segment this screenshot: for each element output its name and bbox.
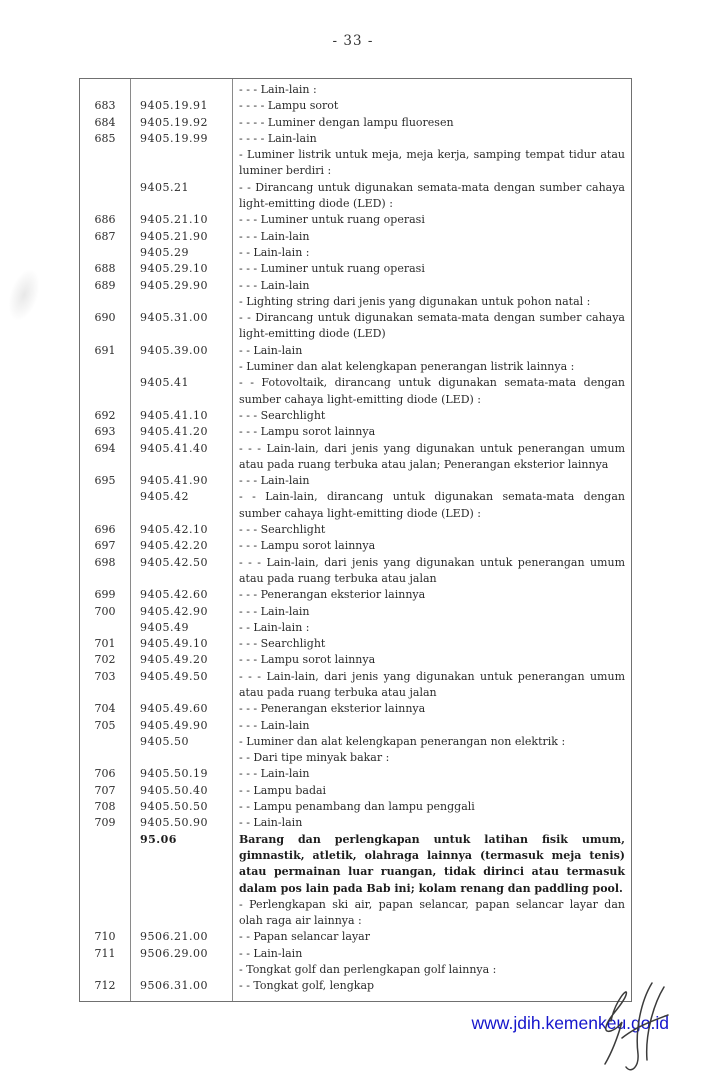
table-row	[80, 636, 631, 652]
row-description: - - - Searchlight	[239, 523, 326, 537]
row-hs-code	[130, 359, 232, 375]
row-number: 706	[94, 767, 116, 781]
row-description: - - Lain-lain	[239, 343, 303, 357]
row-number	[80, 620, 130, 636]
row-number	[80, 82, 130, 98]
row-number: 693	[94, 425, 116, 439]
row-number	[80, 962, 130, 978]
column-divider-1	[130, 79, 131, 1001]
row-hs-code: 9506.31.00	[140, 979, 208, 993]
row-description: - - - Lain-lain, dari jenis yang digunakan untuk penerangan umum atau pada ruang terbuka atau jalan	[239, 669, 625, 699]
row-number: 697	[94, 539, 116, 553]
table-row	[80, 604, 631, 620]
row-description: - - Lampu penambang dan lampu penggali	[239, 800, 475, 814]
row-hs-code	[130, 897, 232, 930]
row-hs-code: 9405.29	[140, 245, 189, 259]
row-description: - Perlengkapan ski air, papan selancar, papan selancar layar dan olah raga air lainnya :	[239, 897, 625, 928]
row-number	[80, 750, 130, 766]
row-description: - - Lain-lain	[239, 816, 303, 830]
row-number: 710	[94, 930, 116, 944]
table-row	[80, 375, 631, 408]
row-description: - - - - Lain-lain	[239, 131, 317, 145]
row-hs-code: 9405.49.50	[140, 669, 208, 683]
row-description: - - - Luminer untuk ruang operasi	[239, 213, 425, 227]
row-description: - - - Lain-lain	[239, 767, 310, 781]
row-description: - - - Lain-lain	[239, 278, 310, 292]
row-description: - - - - Lampu sorot	[239, 99, 339, 113]
row-number	[80, 734, 130, 750]
row-description: - - - Penerangan eksterior lainnya	[239, 702, 426, 716]
row-hs-code: 9405.41	[140, 376, 189, 390]
table-row	[80, 82, 631, 98]
table-row	[80, 261, 631, 277]
row-hs-code: 95.06	[140, 832, 177, 846]
table-row	[80, 229, 631, 245]
row-number: 707	[94, 783, 116, 797]
table-row	[80, 538, 631, 554]
row-number: 692	[94, 408, 116, 422]
row-hs-code: 9405.21	[140, 180, 189, 194]
row-number: 709	[94, 816, 116, 830]
table-row	[80, 278, 631, 294]
row-number: 691	[94, 343, 116, 357]
row-hs-code	[130, 82, 232, 98]
row-hs-code: 9405.19.99	[140, 131, 208, 145]
row-number	[80, 375, 130, 408]
table-row	[80, 212, 631, 228]
table-row	[80, 424, 631, 440]
table-row	[80, 718, 631, 734]
table-row	[80, 832, 631, 897]
row-description: - - Lain-lain :	[239, 620, 310, 634]
row-number: 684	[94, 115, 116, 129]
row-hs-code: 9405.42.10	[140, 523, 208, 537]
table-row	[80, 473, 631, 489]
table-row	[80, 98, 631, 114]
row-hs-code: 9405.49	[140, 620, 189, 634]
table-row	[80, 441, 631, 474]
row-number: 695	[94, 474, 116, 488]
row-number	[80, 147, 130, 180]
row-number: 694	[94, 441, 116, 455]
row-hs-code: 9405.41.90	[140, 474, 208, 488]
row-hs-code: 9405.29.10	[140, 262, 208, 276]
row-hs-code: 9405.49.10	[140, 637, 208, 651]
row-description: - - Lain-lain :	[239, 245, 310, 259]
row-hs-code: 9405.42.90	[140, 604, 208, 618]
row-hs-code: 9405.50.19	[140, 767, 208, 781]
row-hs-code: 9405.31.00	[140, 311, 208, 325]
row-number: 686	[94, 213, 116, 227]
table-row	[80, 555, 631, 588]
table-row	[80, 978, 631, 994]
row-description: - - - - Luminer dengan lampu fluoresen	[239, 115, 454, 129]
row-description: Barang dan perlengkapan untuk latihan fisik umum, gimnastik, atletik, olahraga lainnya (termasuk meja tenis) atau permainan luar ruangan, tidak dirinci atau termasuk dalam pos lain pada Bab ini; kolam renang dan paddling pool.	[239, 832, 625, 895]
table-row	[80, 766, 631, 782]
row-description: - Luminer dan alat kelengkapan penerangan listrik lainnya :	[239, 360, 575, 374]
table-row	[80, 343, 631, 359]
row-number: 712	[94, 979, 116, 993]
row-hs-code	[130, 750, 232, 766]
row-number: 690	[94, 311, 116, 325]
table-row	[80, 115, 631, 131]
row-number	[80, 245, 130, 261]
row-description: - - - Lampu sorot lainnya	[239, 425, 376, 439]
row-hs-code: 9405.41.40	[140, 441, 208, 455]
row-number: 711	[94, 946, 116, 960]
table-row	[80, 587, 631, 603]
row-description: - - Lain-lain, dirancang untuk digunakan semata-mata dengan sumber cahaya light-emitting diode (LED) :	[239, 490, 625, 520]
table-row	[80, 783, 631, 799]
tariff-table-body	[80, 82, 631, 995]
row-number: 701	[94, 637, 116, 651]
row-hs-code: 9405.49.90	[140, 718, 208, 732]
row-description: - - - Lain-lain	[239, 604, 310, 618]
row-description: - - Fotovoltaik, dirancang untuk digunakan semata-mata dengan sumber cahaya light-emitting diode (LED) :	[239, 376, 625, 406]
row-number	[80, 897, 130, 930]
row-description: - - - Searchlight	[239, 637, 326, 651]
row-description: - Lighting string dari jenis yang digunakan untuk pohon natal :	[239, 294, 591, 308]
row-hs-code: 9405.42.50	[140, 555, 208, 569]
table-row	[80, 359, 631, 375]
page-number: - 33 -	[332, 33, 374, 49]
row-hs-code: 9405.42.60	[140, 588, 208, 602]
table-row	[80, 489, 631, 522]
row-hs-code: 9405.50.40	[140, 783, 208, 797]
table-row	[80, 897, 631, 930]
row-description: - - - Lain-lain, dari jenis yang digunakan untuk penerangan umum atau pada ruang terbuka atau jalan; Penerangan eksterior lainnya	[239, 441, 625, 471]
table-row	[80, 929, 631, 945]
table-row	[80, 408, 631, 424]
row-number: 689	[94, 278, 116, 292]
row-hs-code: 9405.19.92	[140, 115, 208, 129]
row-description: - - Dirancang untuk digunakan semata-mata dengan sumber cahaya light-emitting diode (LED) :	[239, 180, 625, 211]
row-number: 696	[94, 523, 116, 537]
table-row	[80, 652, 631, 668]
row-description: - - - Lampu sorot lainnya	[239, 539, 376, 553]
table-row	[80, 310, 631, 343]
row-hs-code	[130, 147, 232, 180]
signature-scribble	[596, 980, 670, 1076]
scan-smudge	[2, 265, 45, 325]
row-hs-code	[130, 962, 232, 978]
row-number: 702	[94, 653, 116, 667]
row-description: - Luminer listrik untuk meja, meja kerja, samping tempat tidur atau luminer berdiri :	[239, 148, 625, 178]
row-hs-code: 9405.29.90	[140, 278, 208, 292]
row-hs-code	[130, 294, 232, 310]
row-description: - - Lampu badai	[239, 783, 327, 797]
row-number: 703	[94, 669, 116, 683]
table-row	[80, 522, 631, 538]
row-description: - - Papan selancar layar	[239, 930, 370, 944]
row-number	[80, 180, 130, 213]
table-row	[80, 131, 631, 147]
row-hs-code: 9506.29.00	[140, 946, 208, 960]
row-description: - - - Lain-lain	[239, 474, 310, 488]
row-hs-code: 9405.42.20	[140, 539, 208, 553]
table-row	[80, 245, 631, 261]
row-number: 688	[94, 262, 116, 276]
table-row	[80, 946, 631, 962]
tariff-table	[79, 78, 632, 1002]
row-hs-code: 9405.21.90	[140, 229, 208, 243]
table-row	[80, 815, 631, 831]
row-number: 683	[94, 99, 116, 113]
row-description: - - - Lain-lain	[239, 718, 310, 732]
table-row	[80, 294, 631, 310]
row-hs-code: 9405.19.91	[140, 99, 208, 113]
table-row	[80, 799, 631, 815]
row-description: - - Lain-lain	[239, 946, 303, 960]
row-number: 700	[94, 604, 116, 618]
table-row	[80, 750, 631, 766]
row-description: - - Dirancang untuk digunakan semata-mata dengan sumber cahaya light-emitting diode (LED)	[239, 311, 625, 341]
row-hs-code: 9405.21.10	[140, 213, 208, 227]
row-description: - - - Luminer untuk ruang operasi	[239, 262, 425, 276]
table-row	[80, 962, 631, 978]
row-number	[80, 294, 130, 310]
row-hs-code: 9405.50	[140, 734, 189, 748]
row-description: - - - Penerangan eksterior lainnya	[239, 588, 426, 602]
row-number	[80, 489, 130, 522]
row-hs-code: 9405.49.60	[140, 702, 208, 716]
row-hs-code: 9405.39.00	[140, 343, 208, 357]
row-description: - - - Searchlight	[239, 408, 326, 422]
row-number: 685	[94, 131, 116, 145]
row-description: - - - Lain-lain	[239, 229, 310, 243]
table-row	[80, 620, 631, 636]
row-description: - Luminer dan alat kelengkapan penerangan non elektrik :	[239, 734, 566, 748]
row-hs-code: 9405.41.20	[140, 425, 208, 439]
table-row	[80, 180, 631, 213]
footer-website-link[interactable]: www.jdih.kemenkeu.go.id	[471, 1013, 669, 1033]
row-description: - Tongkat golf dan perlengkapan golf lainnya :	[239, 963, 497, 977]
row-number: 705	[94, 718, 116, 732]
row-description: - - - Lain-lain :	[239, 83, 317, 96]
row-description: - - Tongkat golf, lengkap	[239, 979, 375, 993]
row-hs-code: 9405.49.20	[140, 653, 208, 667]
row-description: - - - Lampu sorot lainnya	[239, 653, 376, 667]
table-row	[80, 701, 631, 717]
row-number: 704	[94, 702, 116, 716]
table-row	[80, 147, 631, 180]
row-description: - - Dari tipe minyak bakar :	[239, 751, 390, 765]
table-row	[80, 734, 631, 750]
row-hs-code: 9506.21.00	[140, 930, 208, 944]
row-description: - - - Lain-lain, dari jenis yang digunakan untuk penerangan umum atau pada ruang terbuka atau jalan	[239, 555, 625, 585]
row-number: 699	[94, 588, 116, 602]
row-hs-code: 9405.41.10	[140, 408, 208, 422]
row-number: 708	[94, 800, 116, 814]
row-number: 698	[94, 555, 116, 569]
table-row	[80, 669, 631, 702]
row-number: 687	[94, 229, 116, 243]
row-number	[80, 359, 130, 375]
row-hs-code: 9405.50.90	[140, 816, 208, 830]
row-hs-code: 9405.50.50	[140, 800, 208, 814]
row-number	[80, 832, 130, 897]
row-hs-code: 9405.42	[140, 490, 189, 504]
column-divider-2	[232, 79, 233, 1001]
